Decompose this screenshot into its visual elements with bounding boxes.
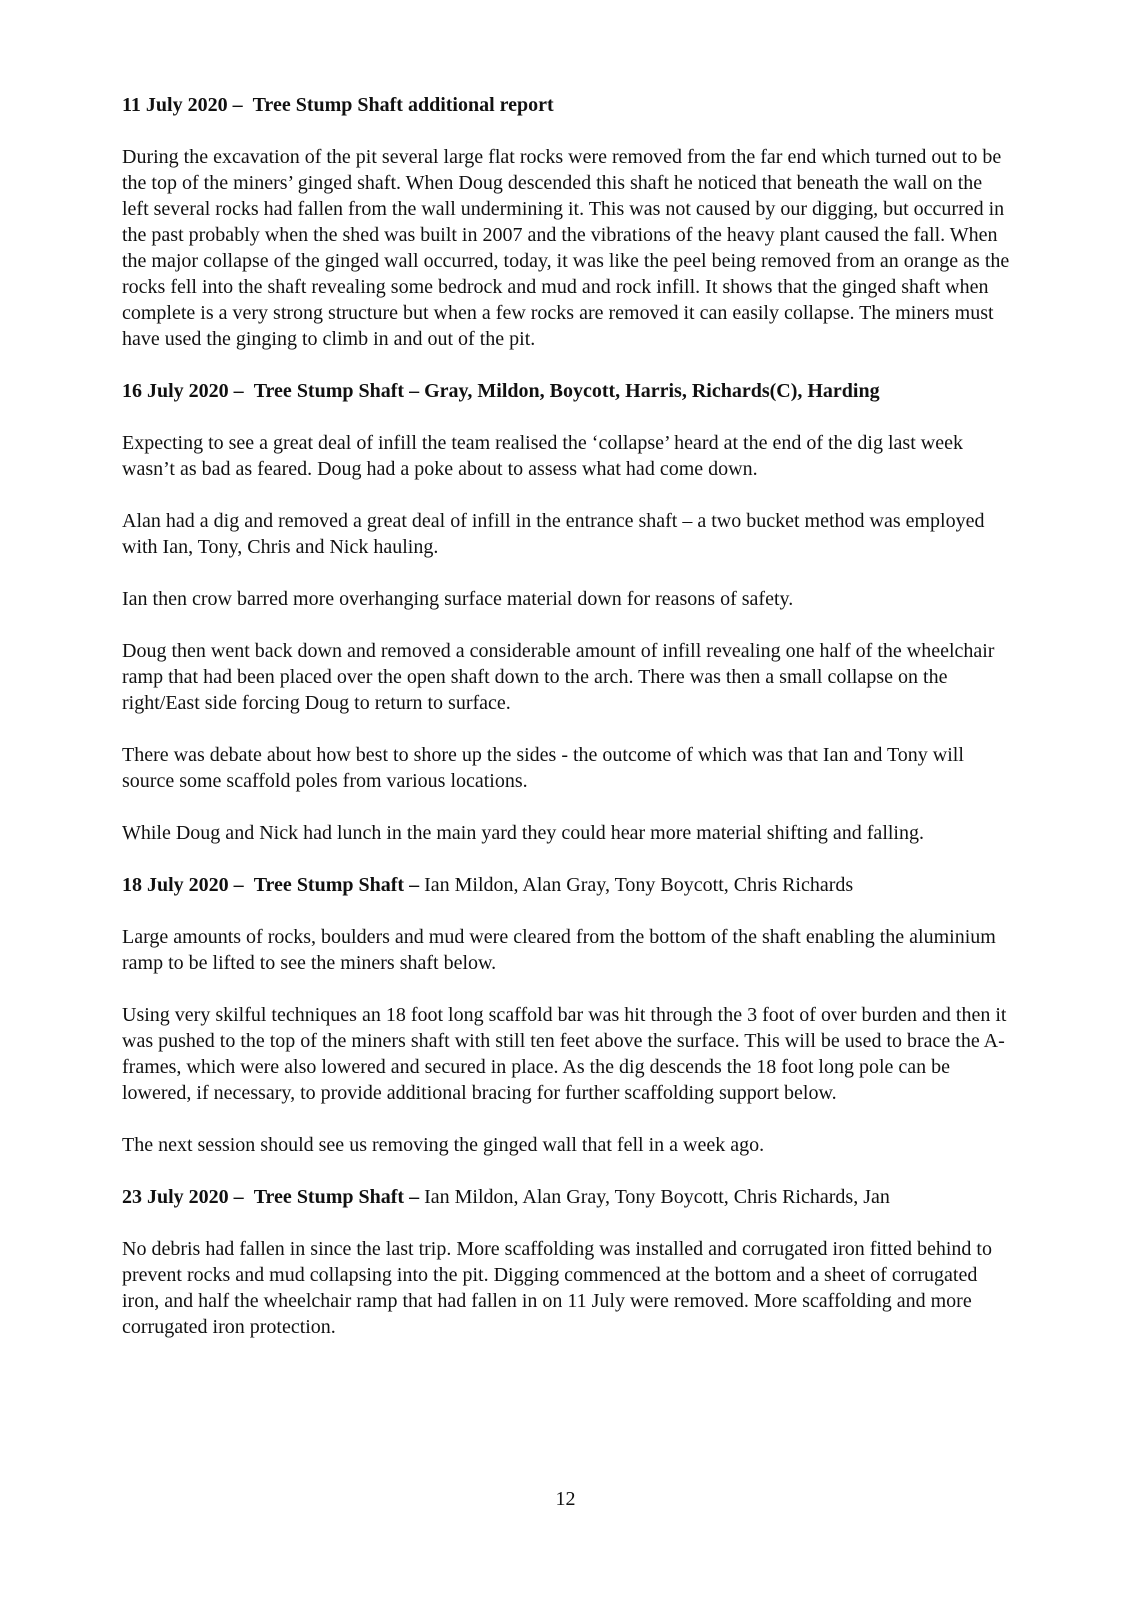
log-entry — [122, 872, 1012, 1158]
entry-heading — [122, 872, 1012, 898]
log-entry — [122, 378, 1012, 846]
entry-participants: Ian Mildon, Alan Gray, Tony Boycott, Chris Richards, Jan — [424, 1186, 890, 1208]
entry-paragraph: During the excavation of the pit several large flat rocks were removed from the far end which turned out to be the top of the miners’ ginged shaft. When Doug descended this shaft he noticed that beneath the wall on the left several rocks had fallen from the wall undermining it. This was not caused by our digging, but occurred in the past probably when the shed was built in 2007 and the vibrations of the heavy plant caused the fall. When the major collapse of the ginged wall occurred, today, it was like the peel being removed from an orange as the rocks fell into the shaft revealing some bedrock and mud and rock infill. It shows that the ginged shaft when complete is a very strong structure but when a few rocks are removed it can easily collapse. The miners must have used the ginging to climb in and out of the pit. — [122, 146, 1010, 350]
entry-paragraph: Using very skilful techniques an 18 foot long scaffold bar was hit through the 3 foot of over burden and then it was pushed to the top of the miners shaft with still ten feet above the surface. This will be used to brace the A- frames, which were also lowered and secured in place. As the dig descends the 18 foot long pole can be lowered, if necessary, to provide additional bracing for further scaffolding support below. — [122, 1004, 1007, 1104]
entry-paragraph: Doug then went back down and removed a considerable amount of infill revealing one half of the wheelchair ramp that had been placed over the open shaft down to the arch. There was then a small collapse on the right/East side forcing Doug to return to surface. — [122, 640, 995, 714]
entry-heading — [122, 1184, 1012, 1210]
entry-heading — [122, 378, 1012, 404]
entry-participants: Ian Mildon, Alan Gray, Tony Boycott, Chris Richards — [424, 874, 854, 896]
entry-paragraph: Expecting to see a great deal of infill the team realised the ‘collapse’ heard at the end of the dig last week wasn’t as bad as feared. Doug had a poke about to assess what had come down. — [122, 432, 963, 480]
log-entry — [122, 1184, 1012, 1340]
entry-title: Tree Stump Shaft additional report — [252, 94, 554, 116]
entry-paragraph: While Doug and Nick had lunch in the main yard they could hear more material shifting and falling. — [122, 822, 924, 844]
document-page — [122, 92, 1012, 1366]
entry-date: 16 July 2020 – — [122, 380, 244, 402]
entry-date: 11 July 2020 – — [122, 94, 243, 116]
entry-paragraph: There was debate about how best to shore up the sides - the outcome of which was that Ian and Tony will source some scaffold poles from various locations. — [122, 744, 964, 792]
page-number: 12 — [555, 1488, 576, 1510]
entry-title: Tree Stump Shaft – — [253, 1186, 420, 1208]
entry-paragraph: Large amounts of rocks, boulders and mud were cleared from the bottom of the shaft enabling the aluminium ramp to be lifted to see the miners shaft below. — [122, 926, 996, 974]
entry-paragraph: The next session should see us removing the ginged wall that fell in a week ago. — [122, 1134, 765, 1156]
entry-title: Tree Stump Shaft – Gray, Mildon, Boycott, Harris, Richards(C), Harding — [253, 380, 880, 402]
entry-date: 23 July 2020 – — [122, 1186, 244, 1208]
entry-date: 18 July 2020 – — [122, 874, 244, 896]
entry-paragraph: No debris had fallen in since the last trip. More scaffolding was installed and corrugated iron fitted behind to prevent rocks and mud collapsing into the pit. Digging commenced at the bottom and a sheet of corrugated iron, and half the wheelchair ramp that had fallen in on 11 July were removed. More scaffolding and more corrugated iron protection. — [122, 1238, 992, 1338]
entry-heading — [122, 92, 1012, 118]
entry-title: Tree Stump Shaft – — [253, 874, 420, 896]
log-entry — [122, 92, 1012, 352]
entry-paragraph: Alan had a dig and removed a great deal of infill in the entrance shaft – a two bucket method was employed with Ian, Tony, Chris and Nick hauling. — [122, 510, 985, 558]
entry-paragraph: Ian then crow barred more overhanging surface material down for reasons of safety. — [122, 588, 794, 610]
